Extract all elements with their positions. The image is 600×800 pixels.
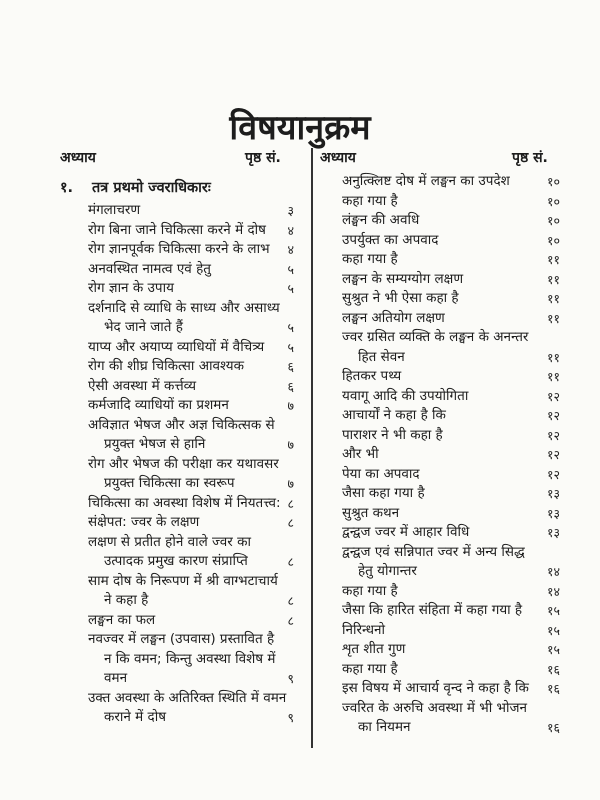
toc-entry-text: लङ्घन अतियोग लक्षण bbox=[342, 309, 445, 326]
toc-entry bbox=[342, 426, 560, 446]
toc-entry bbox=[342, 543, 560, 582]
toc-entry-text: कराने में दोष bbox=[104, 709, 167, 725]
toc-page-number: ३ bbox=[287, 203, 294, 218]
toc-entry bbox=[342, 231, 560, 251]
page-title: विषयानुक्रम bbox=[229, 108, 371, 148]
toc-entry-text: जैसा कहा गया है bbox=[342, 485, 425, 501]
toc-entry bbox=[342, 640, 560, 660]
toc-entry bbox=[60, 494, 300, 514]
toc-page-number: १३ bbox=[546, 486, 560, 501]
toc-entry-text: लंङ्घन की अवधि bbox=[342, 212, 420, 228]
right-chapter-header: अध्याय bbox=[320, 150, 356, 166]
toc-entry-text: आचार्यों ने कहा है कि bbox=[342, 407, 446, 423]
toc-entry-text: रोग ज्ञानपूर्वक चिकित्सा करने के लाभ bbox=[88, 241, 270, 257]
toc-page-number: १४ bbox=[546, 583, 560, 599]
toc-entry bbox=[342, 328, 560, 367]
toc-entry-text: ज्वर ग्रसित व्यक्ति के लङ्घन के अनन्तर bbox=[342, 329, 529, 345]
toc-entry-text: निरिन्धनो bbox=[342, 621, 386, 638]
toc-entry bbox=[60, 260, 300, 280]
toc-page-number: १० bbox=[546, 213, 560, 228]
toc-entry-text: जैसा कि हारित संहिता में कहा गया है bbox=[342, 602, 523, 618]
toc-entry bbox=[342, 270, 560, 290]
toc-entry bbox=[342, 367, 560, 387]
toc-entry bbox=[342, 172, 560, 192]
left-entry-list bbox=[60, 201, 300, 728]
toc-page-number: ७ bbox=[287, 398, 294, 413]
toc-entry-text: मंगलाचरण bbox=[88, 202, 141, 218]
left-chapter-header: अध्याय bbox=[60, 150, 96, 166]
toc-page-number: ५ bbox=[287, 320, 294, 335]
toc-entry bbox=[342, 582, 560, 602]
toc-entry bbox=[60, 416, 300, 455]
toc-entry-text: अनवस्थित नामत्व एवं हेतु bbox=[88, 260, 211, 277]
left-toc-column bbox=[60, 175, 300, 728]
toc-page-number: १० bbox=[546, 232, 560, 248]
toc-entry bbox=[60, 299, 300, 338]
toc-entry bbox=[342, 211, 560, 231]
toc-page-number: १० bbox=[546, 174, 560, 189]
toc-entry-text: द्वन्द्वज एवं सन्निपात ज्वर में अन्य सिद्ध bbox=[342, 543, 525, 560]
toc-entry bbox=[60, 221, 300, 241]
toc-entry-text: पेया का अपवाद bbox=[342, 465, 420, 482]
toc-page-number: ६ bbox=[287, 378, 294, 394]
toc-entry bbox=[342, 484, 560, 504]
toc-entry-text: कहा गया है bbox=[342, 251, 398, 267]
toc-entry bbox=[342, 523, 560, 543]
toc-page-number: १२ bbox=[546, 427, 560, 443]
toc-entry-text: न कि वमन; किन्तु अवस्था विशेष में bbox=[104, 650, 276, 667]
toc-page-number: ४ bbox=[287, 222, 294, 238]
toc-entry bbox=[60, 240, 300, 260]
toc-page-number: ५ bbox=[287, 261, 294, 277]
chapter-number: १. bbox=[60, 180, 74, 196]
toc-entry bbox=[342, 192, 560, 212]
toc-entry-text: संक्षेपत: ज्वर के लक्षण bbox=[88, 514, 200, 530]
toc-entry-text: कहा गया है bbox=[342, 582, 398, 599]
toc-page-number: ९ bbox=[287, 710, 294, 725]
toc-entry-text: सुश्रुत कथन bbox=[342, 504, 400, 521]
right-entry-list bbox=[342, 172, 560, 738]
toc-entry-text: हेतु योगान्तर bbox=[358, 563, 417, 579]
toc-entry-text: दर्शनादि से व्याधि के साध्य और असाध्य bbox=[88, 299, 280, 316]
toc-page-number: ७ bbox=[287, 437, 294, 452]
right-toc-column bbox=[342, 172, 560, 738]
toc-entry-text: अनुत्क्लिष्ट दोष में लङ्घन का उपदेश bbox=[342, 173, 510, 189]
toc-entry-text: रोग बिना जाने चिकित्सा करने में दोष bbox=[88, 221, 266, 238]
toc-entry-text: हित सेवन bbox=[358, 348, 405, 365]
toc-entry-text: शृत शीत गुण bbox=[342, 641, 406, 657]
toc-entry-text: द्वन्द्वज ज्वर में आहार विधि bbox=[342, 524, 470, 540]
toc-entry-text: रोग ज्ञान के उपाय bbox=[88, 280, 174, 296]
toc-entry-text: लङ्घन के सम्यग्योग लक्षण bbox=[342, 270, 464, 287]
toc-page-number: १६ bbox=[546, 661, 560, 677]
toc-page-number: ११ bbox=[546, 369, 560, 384]
toc-entry-text: प्रयुक्त भेषज से हानि bbox=[104, 436, 206, 452]
chapter-heading bbox=[60, 175, 300, 201]
toc-entry bbox=[342, 679, 560, 699]
toc-entry bbox=[60, 279, 300, 299]
toc-entry-text: लक्षण से प्रतीत होने वाले ज्वर का bbox=[88, 533, 251, 550]
toc-page-number: १३ bbox=[546, 525, 560, 540]
toc-entry bbox=[60, 201, 300, 221]
toc-entry-text: इस विषय में आचार्य वृन्द ने कहा है कि bbox=[342, 680, 529, 696]
toc-entry-text: पाराशर ने भी कहा है bbox=[342, 426, 443, 443]
toc-entry bbox=[342, 387, 560, 407]
toc-entry-text: कर्मजादि व्याधियों का प्रशमन bbox=[88, 397, 229, 413]
toc-entry-text: साम दोष के निरूपण में श्री वाग्भटाचार्य bbox=[88, 572, 278, 589]
toc-page-number: १५ bbox=[546, 622, 560, 638]
toc-entry bbox=[342, 289, 560, 309]
chapter-title: तत्र प्रथमो ज्वराधिकारः bbox=[92, 180, 211, 196]
toc-entry bbox=[60, 338, 300, 358]
toc-entry-text: उत्पादक प्रमुख कारण संप्राप्ति bbox=[104, 553, 248, 569]
toc-page-number: ५ bbox=[287, 339, 294, 355]
toc-entry bbox=[60, 611, 300, 631]
toc-page-number: ११ bbox=[546, 271, 560, 287]
toc-page-number: १२ bbox=[546, 447, 560, 462]
right-page-header: पृष्ठ सं. bbox=[512, 150, 548, 166]
toc-entry-text: ने कहा है bbox=[104, 592, 149, 608]
toc-page-number: ७ bbox=[287, 476, 294, 491]
toc-page-number: ८ bbox=[287, 612, 294, 628]
toc-entry bbox=[342, 621, 560, 641]
toc-page-number: १२ bbox=[546, 388, 560, 404]
toc-entry bbox=[60, 533, 300, 572]
toc-entry bbox=[342, 601, 560, 621]
toc-entry bbox=[342, 699, 560, 738]
toc-entry-text: भेद जाने जाते हैं bbox=[104, 319, 183, 335]
toc-entry bbox=[60, 689, 300, 728]
toc-page-number: १२ bbox=[546, 466, 560, 482]
toc-entry-text: और भी bbox=[342, 446, 379, 462]
toc-entry bbox=[60, 357, 300, 377]
toc-page-number: १० bbox=[546, 193, 560, 209]
toc-entry-text: उक्त अवस्था के अतिरिक्त स्थिति में वमन bbox=[88, 689, 287, 706]
toc-page-number: ११ bbox=[546, 349, 560, 365]
toc-entry bbox=[60, 572, 300, 611]
toc-page-number: ८ bbox=[287, 554, 294, 569]
toc-entry-text: चिकित्सा का अवस्था विशेष में नियतत्त्व: bbox=[88, 494, 281, 511]
toc-entry bbox=[342, 504, 560, 524]
toc-page-number: १५ bbox=[546, 642, 560, 657]
toc-entry bbox=[60, 630, 300, 689]
toc-page-number: ९ bbox=[287, 671, 294, 686]
toc-page-number: ८ bbox=[287, 593, 294, 608]
toc-entry-text: वमन bbox=[104, 670, 128, 686]
toc-entry-text: अविज्ञात भेषज और अज्ञ चिकित्सक से bbox=[88, 416, 275, 433]
toc-entry bbox=[342, 309, 560, 329]
toc-entry bbox=[342, 406, 560, 426]
toc-entry-text: रोग की शीघ्र चिकित्सा आवश्यक bbox=[88, 358, 244, 374]
toc-page-number: १३ bbox=[546, 505, 560, 521]
toc-page-number: ८ bbox=[287, 515, 294, 530]
left-page-header: पृष्ठ सं. bbox=[245, 150, 281, 166]
column-divider bbox=[311, 148, 313, 748]
toc-entry-text: प्रयुक्त चिकित्सा का स्वरूप bbox=[104, 475, 235, 491]
toc-entry-text: सुश्रुत ने भी ऐसा कहा है bbox=[342, 290, 459, 306]
toc-page-number: १४ bbox=[546, 564, 560, 579]
toc-page-number: १६ bbox=[546, 681, 560, 696]
toc-entry bbox=[342, 465, 560, 485]
toc-entry-text: उपर्युक्त का अपवाद bbox=[342, 231, 439, 248]
toc-entry-text: कहा गया है bbox=[342, 660, 398, 677]
toc-entry-text: याप्य और अयाप्य व्याधियों में वैचित्र्य bbox=[88, 338, 265, 355]
toc-entry bbox=[342, 250, 560, 270]
toc-page-number: ६ bbox=[287, 359, 294, 374]
toc-page-number: ११ bbox=[546, 252, 560, 267]
toc-entry bbox=[60, 513, 300, 533]
toc-entry bbox=[60, 377, 300, 397]
toc-page-number: ४ bbox=[287, 242, 294, 257]
toc-entry-text: ऐसी अवस्था में कर्त्तव्य bbox=[88, 377, 197, 394]
toc-entry-text: यवागू आदि की उपयोगिता bbox=[342, 387, 469, 404]
toc-entry-text: हितकर पथ्य bbox=[342, 368, 402, 384]
toc-entry-text: नवज्वर में लङ्घन (उपवास) प्रस्तावित है bbox=[88, 631, 275, 647]
toc-entry-text: ज्वरित के अरुचि अवस्था में भी भोजन bbox=[342, 699, 527, 716]
toc-entry bbox=[342, 660, 560, 680]
toc-entry-text: रोग और भेषज की परीक्षा कर यथावसर bbox=[88, 455, 279, 472]
toc-page-number: १६ bbox=[546, 720, 560, 735]
toc-entry bbox=[60, 396, 300, 416]
toc-entry-text: कहा गया है bbox=[342, 192, 398, 209]
toc-entry bbox=[60, 455, 300, 494]
toc-entry bbox=[342, 445, 560, 465]
toc-page-number: ५ bbox=[287, 281, 294, 296]
toc-page-number: १५ bbox=[546, 603, 560, 618]
toc-entry-text: लङ्घन का फल bbox=[88, 611, 156, 628]
toc-page-number: ११ bbox=[546, 291, 560, 306]
toc-page-number: ११ bbox=[546, 310, 560, 326]
toc-entry-text: का नियमन bbox=[358, 719, 411, 735]
toc-page-number: ८ bbox=[287, 495, 294, 511]
toc-page-number: १२ bbox=[546, 408, 560, 423]
